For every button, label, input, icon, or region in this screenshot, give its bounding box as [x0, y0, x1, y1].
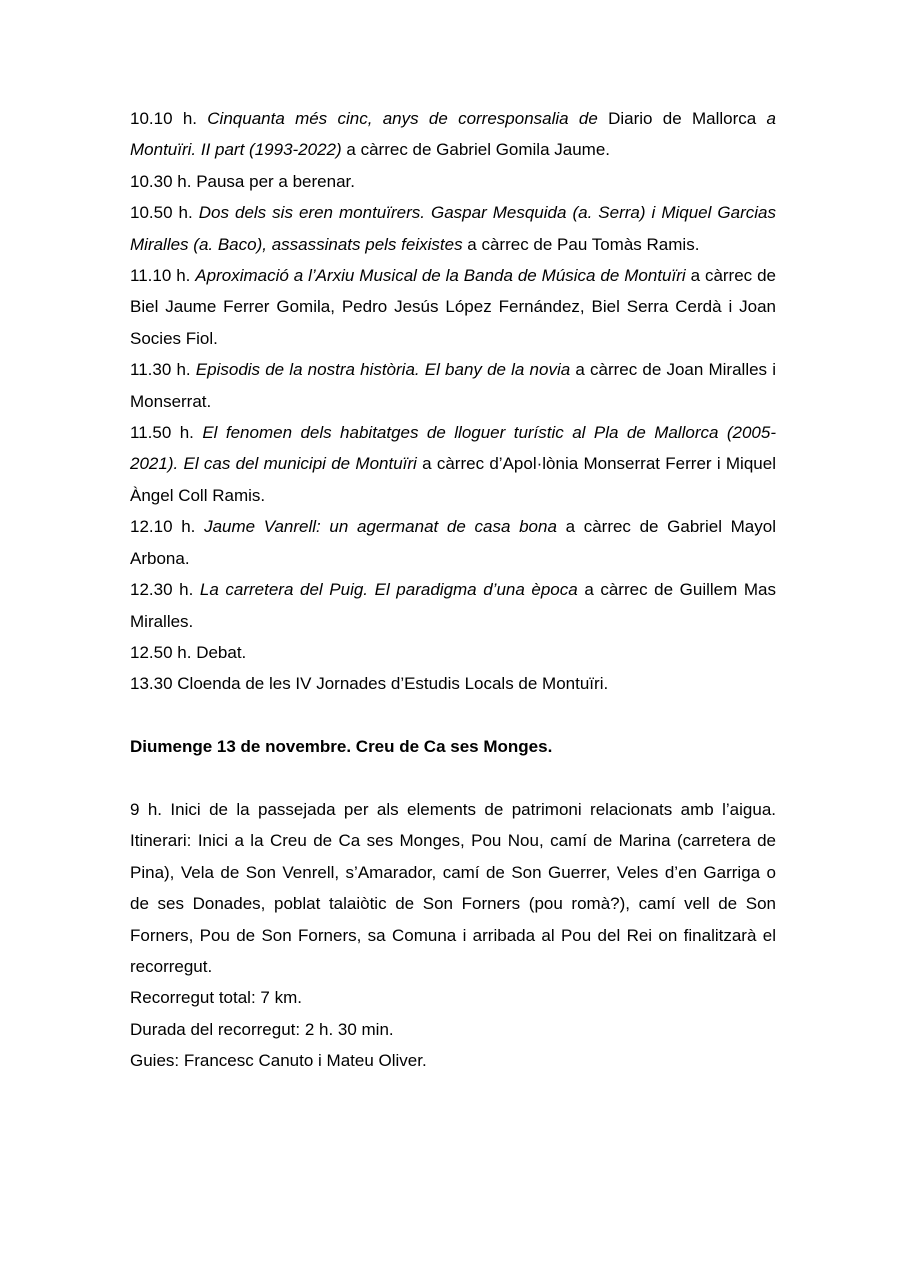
- item-title: La carretera del Puig. El paradigma d’una època: [199, 580, 578, 600]
- item-time: 13.30: [130, 674, 173, 694]
- item-title: Aproximació a l’Arxiu Musical de la Banda de Música de Montuïri: [195, 266, 686, 286]
- item-speaker: a càrrec de Pau Tomàs Ramis.: [467, 234, 700, 254]
- spacer: [130, 763, 776, 794]
- item-time: 12.50 h.: [130, 642, 192, 662]
- item-time: 10.10 h.: [130, 109, 197, 128]
- program-item-1030: [130, 166, 776, 197]
- item-title: Cinquanta més cinc, anys de corresponsalia de: [207, 109, 598, 128]
- item-title: Episodis de la nostra història. El bany de la novia: [195, 360, 571, 380]
- item-time: 12.30 h.: [130, 580, 194, 600]
- item-text: Pausa per a berenar.: [196, 171, 355, 191]
- item-text: Cloenda de les IV Jornades d’Estudis Locals de Montuïri.: [177, 674, 609, 694]
- item-time: 10.50 h.: [130, 203, 193, 223]
- walk-description: 9 h. Inici de la passejada per als elements de patrimoni relacionats amb l’aigua. Itinerari: Inici a la Creu de Ca ses Monges, Pou Nou, camí de Marina (carretera de Pina), Vela de Son Venrell, s’Amarador, camí de Son Guerrer, Veles d’en Garriga o de ses Donades, poblat talaiòtic de Son Forners (pou romà?), camí vell de Son Forners, Pou de Son Forners, sa Comuna i arribada al Pou del Rei on finalitzarà el recorregut.: [130, 799, 776, 976]
- program-item-1050: [130, 197, 776, 260]
- walk-duration: Durada del recorregut: 2 h. 30 min.: [130, 1019, 394, 1039]
- item-time: 12.10 h.: [130, 517, 196, 537]
- item-speaker: a càrrec de Gabriel Mayol Arbona.: [130, 517, 776, 568]
- item-title-continued: a Montuïri. II part (1993-2022): [130, 109, 776, 160]
- item-text: Debat.: [196, 642, 247, 662]
- document-page: [130, 103, 776, 1077]
- item-speaker: a càrrec de Gabriel Gomila Jaume.: [346, 140, 611, 160]
- program-item-1210: [130, 511, 776, 574]
- sunday-heading: Diumenge 13 de novembre. Creu de Ca ses Monges.: [130, 737, 553, 757]
- walk-guides: Guies: Francesc Canuto i Mateu Oliver.: [130, 1051, 427, 1071]
- item-time: 11.30 h.: [130, 360, 191, 380]
- program-item-1130: [130, 354, 776, 417]
- program-item-1010: [130, 103, 776, 166]
- program-item-1330: [130, 668, 776, 699]
- item-speaker: a càrrec de Joan Miralles i Monserrat.: [130, 360, 776, 411]
- item-title: El fenomen dels habitatges de lloguer turístic al Pla de Mallorca (2005-2021). El cas del municipi de Montuïri: [130, 423, 776, 474]
- program-item-1230: [130, 574, 776, 637]
- spacer: [130, 700, 776, 731]
- item-time: 11.50 h.: [130, 423, 194, 443]
- walk-distance: Recorregut total: 7 km.: [130, 988, 302, 1008]
- item-speaker: a càrrec d’Apol·lònia Monserrat Ferrer i Miquel Àngel Coll Ramis.: [130, 454, 776, 505]
- program-item-1110: [130, 260, 776, 354]
- item-speaker: a càrrec de Guillem Mas Miralles.: [130, 580, 776, 631]
- item-time: 10.30 h.: [130, 171, 192, 191]
- item-title: Jaume Vanrell: un agermanat de casa bona: [204, 517, 557, 537]
- item-speaker: a càrrec de Biel Jaume Ferrer Gomila, Pedro Jesús López Fernández, Biel Serra Cerdà i Joan Socies Fiol.: [130, 266, 776, 348]
- item-time: 11.10 h.: [130, 266, 191, 286]
- item-title: Dos dels sis eren montuïrers. Gaspar Mesquida (a. Serra) i Miquel Garcias Miralles (a. Baco), assassinats pels feixistes: [130, 203, 776, 254]
- item-newspaper: Diario de Mallorca: [608, 109, 757, 128]
- program-item-1250: [130, 637, 776, 668]
- program-item-1150: [130, 417, 776, 511]
